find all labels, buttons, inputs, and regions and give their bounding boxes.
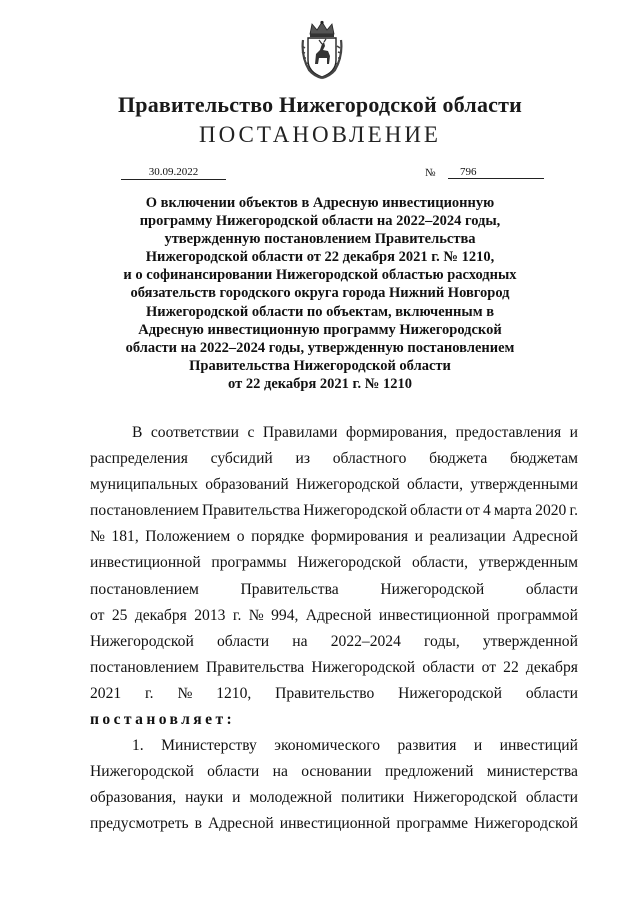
body-word: бюджетам (509, 450, 578, 468)
body-word: области (525, 580, 578, 598)
body-word: марта (493, 502, 533, 520)
body-word: инвестиционной (90, 554, 201, 572)
subject-line: и о софинансировании Нижегородской областью расходных (123, 267, 517, 284)
body-word: и (414, 528, 423, 546)
body-word: Правительства (240, 580, 339, 598)
document-body (90, 420, 578, 838)
body-word: инвестиций (499, 737, 578, 755)
document-subject (100, 194, 540, 393)
subject-line: обязательств городского округа города Нижний Новгород (130, 285, 510, 302)
coat-of-arms-emblem (300, 20, 344, 80)
body-word: от (90, 606, 105, 624)
government-title: Правительство Нижегородской области (117, 92, 522, 117)
subject-line: программу Нижегородской области на 2022–2024 годы, (139, 213, 501, 230)
body-word: формирования (310, 528, 409, 546)
body-line (90, 733, 578, 759)
body-word: области (410, 502, 463, 520)
body-word: экономического (274, 737, 381, 755)
body-word: муниципальных (90, 476, 198, 494)
body-word: Нижегородской (303, 502, 408, 520)
body-word: 2021 (90, 684, 122, 702)
body-word: утвержденной (482, 632, 578, 650)
body-line (90, 550, 578, 576)
body-word: программе (396, 815, 469, 833)
document-type: ПОСТАНОВЛЕНИЕ (199, 122, 441, 147)
body-word: областного (332, 450, 407, 468)
body-line (90, 681, 578, 707)
body-word: Адресной (208, 815, 274, 833)
subject-line: области на 2022–2024 годы, утвержденную постановлением (125, 339, 515, 356)
body-word: Нижегородской (90, 763, 194, 781)
body-line (90, 577, 578, 603)
body-word: программы (211, 554, 287, 572)
body-word: декабря (525, 658, 578, 676)
body-word: 2020 (535, 502, 567, 520)
body-word: г. (145, 684, 154, 702)
body-word: соответствии (150, 424, 240, 441)
body-word: порядке (251, 528, 305, 546)
body-line (90, 446, 578, 472)
body-word: на (272, 763, 288, 781)
body-word: в (194, 815, 202, 833)
body-line (90, 629, 578, 655)
subject-line: Нижегородской области по объектам, включенным в (145, 303, 495, 320)
body-word: постановлением (90, 502, 199, 520)
body-word: формирования, (346, 424, 448, 441)
body-line (90, 603, 578, 629)
body-word: инвестиционной (378, 606, 490, 624)
body-word: науки (185, 789, 224, 807)
body-word: министерства (486, 763, 578, 781)
body-word: 181, (111, 528, 139, 546)
body-word: политики (341, 789, 405, 807)
body-word: реализации (429, 528, 506, 546)
body-word: Правительство (275, 684, 375, 702)
body-word: Положением (145, 528, 231, 546)
body-word: распределения (90, 450, 188, 468)
body-line (90, 759, 578, 785)
body-word: Правилами (262, 424, 338, 441)
body-word: Нижегородской (413, 789, 517, 807)
body-word: Адресной (305, 606, 372, 624)
body-word: Нижегородской (398, 684, 502, 702)
body-word: из (295, 450, 310, 468)
body-word: инвестиционной (279, 815, 391, 833)
body-word: 1210, (216, 684, 252, 702)
body-word: бюджета (429, 450, 488, 468)
body-word: Правительства (206, 658, 305, 676)
body-word: области (525, 684, 578, 702)
body-word: годы, (424, 632, 460, 650)
subject-line: от 22 декабря 2021 г. № 1210 (228, 375, 412, 392)
body-word: молодежной (249, 789, 333, 807)
body-line (90, 498, 578, 524)
body-word: Нижегородской (311, 658, 416, 676)
body-word: от (481, 658, 497, 676)
body-word: образований (205, 476, 289, 494)
body-word: и (569, 424, 578, 441)
body-word: области, (411, 554, 468, 572)
body-word: области (422, 658, 475, 676)
body-word: Министерству (161, 737, 257, 755)
body-word: субсидий (210, 450, 273, 468)
body-line (90, 707, 578, 733)
body-word: постановлением (90, 658, 199, 676)
body-word: области (207, 763, 260, 781)
body-line (90, 472, 578, 498)
body-word: декабря (134, 606, 187, 624)
body-word: предложений (384, 763, 474, 781)
body-word: постановлением (90, 580, 199, 598)
body-word: В (132, 424, 143, 441)
body-word: области, (407, 476, 464, 494)
body-word: предоставления (455, 424, 562, 441)
document-date: 30.09.2022 (121, 165, 226, 180)
body-word: утвержденными (470, 476, 578, 494)
body-line (90, 785, 578, 811)
body-word: Нижегородской (297, 554, 402, 572)
body-word: Нижегородской (474, 815, 578, 833)
body-line (90, 420, 578, 446)
body-word: Нижегородской (90, 632, 194, 650)
subject-line: Нижегородской области от 22 декабря 2021 г. № 1210, (145, 249, 495, 266)
body-word: Нижегородской (295, 476, 400, 494)
body-word: от (465, 502, 480, 520)
body-word: 1. (132, 737, 144, 755)
body-word: программой (497, 606, 578, 624)
document-number: 796 (448, 165, 544, 179)
subject-line: утвержденную постановлением Правительства (164, 231, 476, 248)
body-word: образования, (90, 789, 177, 807)
body-word: Нижегородской (380, 580, 485, 598)
subject-line: Адресную инвестиционную программу Нижегородской (138, 321, 502, 338)
number-label: № (425, 167, 436, 179)
body-word: о (236, 528, 245, 546)
body-word: области (525, 789, 578, 807)
body-word: с (247, 424, 255, 441)
subject-line: О включении объектов в Адресную инвестиционную (145, 195, 495, 211)
body-word: основании (301, 763, 372, 781)
body-line (90, 655, 578, 681)
body-word: развития (397, 737, 457, 755)
body-word: постановляет: (90, 711, 236, 729)
body-word: утвержденным (478, 554, 578, 572)
subject-line: Правительства Нижегородской области (189, 357, 451, 374)
body-word: № (177, 684, 193, 702)
body-word: области (216, 632, 270, 650)
body-word: предусмотреть (90, 815, 189, 833)
body-word: и (473, 737, 483, 755)
body-word: Адресной (512, 528, 578, 546)
body-word: 994, (271, 606, 299, 624)
body-word: г. (569, 502, 578, 520)
body-word: № (248, 606, 264, 624)
body-line (90, 811, 578, 837)
body-word: 2013 (194, 606, 226, 624)
body-word: г. (232, 606, 242, 624)
body-word: Правительства (201, 502, 301, 520)
body-word: 25 (111, 606, 128, 624)
body-word: 4 (482, 502, 491, 520)
body-word: на (292, 632, 308, 650)
body-word: 22 (503, 658, 519, 676)
body-word: и (232, 789, 241, 807)
body-word: 2022–2024 (330, 632, 401, 650)
body-line (90, 524, 578, 550)
body-word: № (90, 528, 105, 546)
